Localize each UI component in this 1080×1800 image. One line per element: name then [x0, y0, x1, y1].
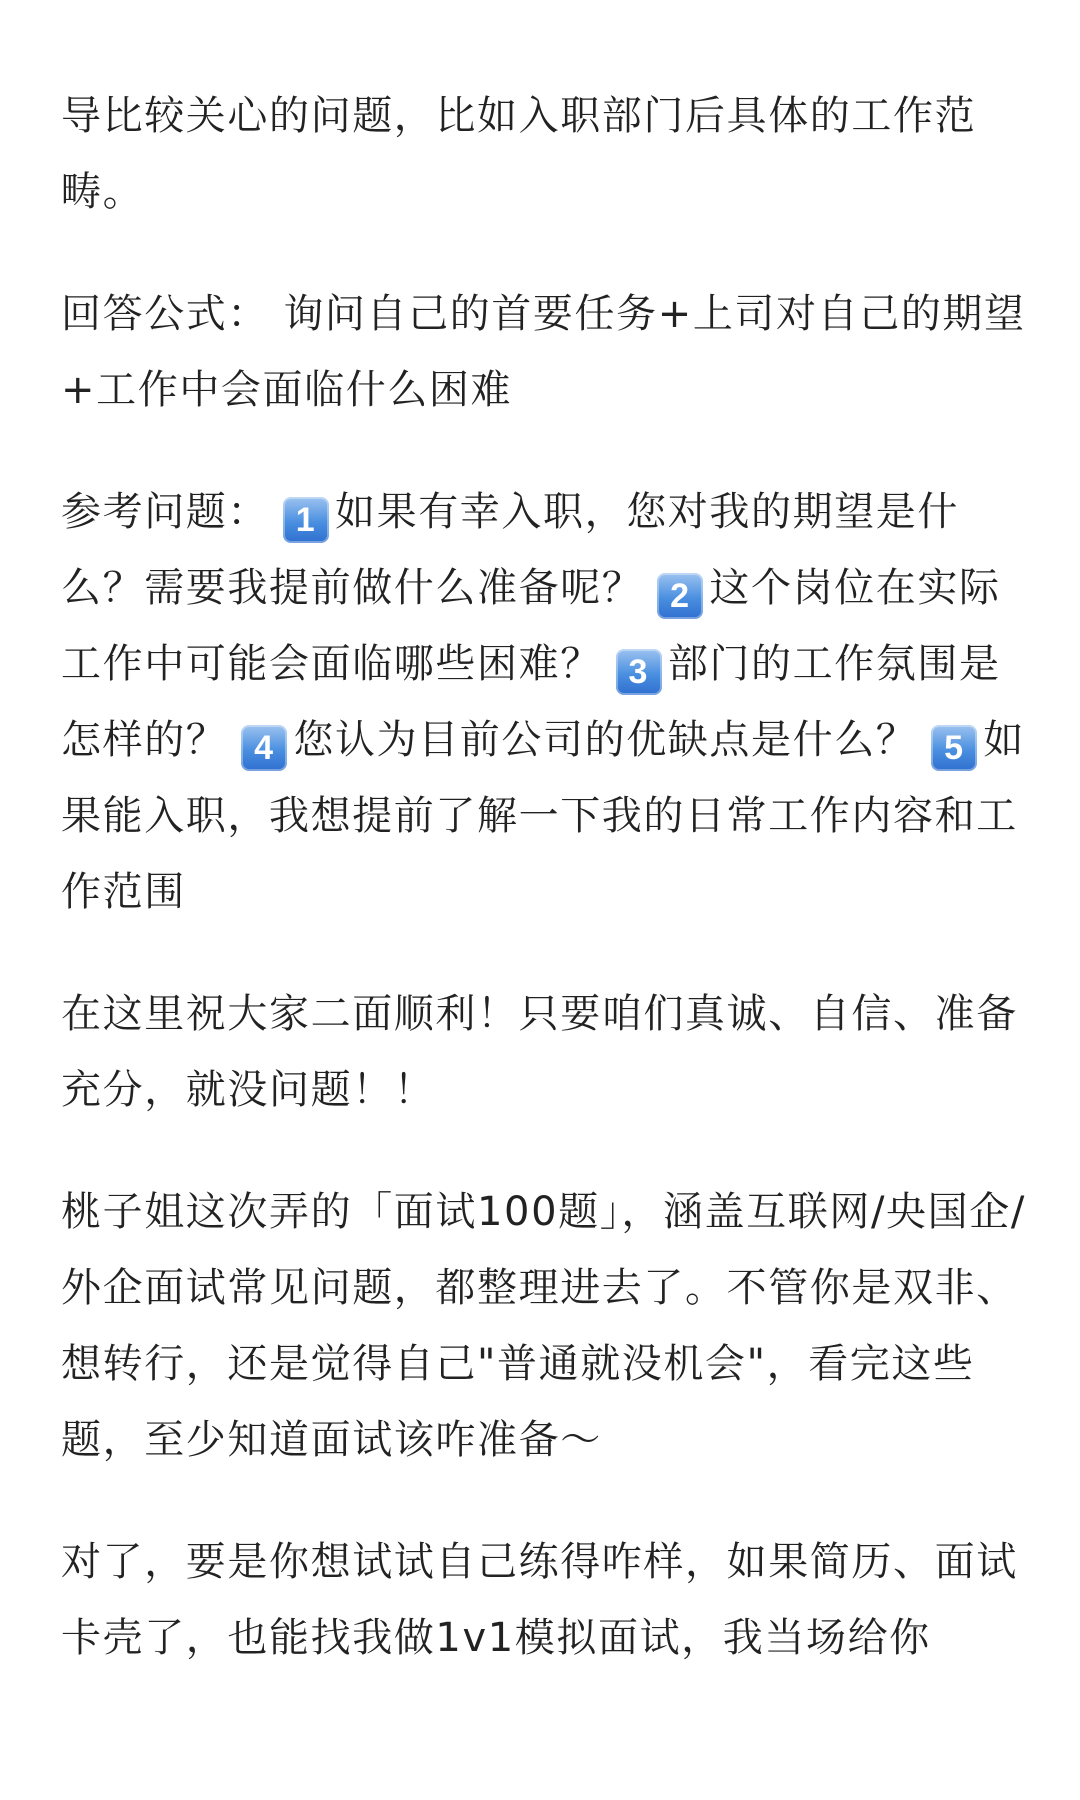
question-item: 部门的工作氛围是怎样的？ [61, 641, 1001, 763]
paragraph-interview-100: 桃子姐这次弄的「面试100题」，涵盖互联网/央国企/外企面试常见问题，都整理进去了。不管你是双非、想转行，还是觉得自己"普通就没机会"，看完这些题，至少知道面试该咋准备～ [61, 1189, 1026, 1463]
paragraph-work-scope: 导比较关心的问题，比如入职部门后具体的工作范畴。 [61, 93, 977, 215]
keycap-number-two-icon: 2 [657, 573, 703, 619]
paragraph-answer-formula: 回答公式： 询问自己的首要任务+上司对自己的期望+工作中会面临什么困难 [61, 291, 1026, 413]
reference-questions-label: 参考问题： [61, 489, 269, 535]
paragraph-good-luck: 在这里祝大家二面顺利！只要咱们真诚、自信、准备充分，就没问题！！ [61, 991, 1018, 1113]
question-item: 如果有幸入职，您对我的期望是什么？需要我提前做什么准备呢？ [61, 489, 959, 611]
keycap-number-four-icon: 4 [241, 725, 287, 771]
keycap-number-three-icon: 3 [616, 649, 662, 695]
keycap-number-one-icon: 1 [283, 497, 329, 543]
question-item: 这个岗位在实际工作中可能会面临哪些困难？ [61, 565, 1001, 687]
keycap-number-five-icon: 5 [931, 725, 977, 771]
paragraph-reference-questions [61, 474, 1031, 930]
article-body [61, 78, 1031, 1722]
question-item: 如果能入职，我想提前了解一下我的日常工作内容和工作范围 [61, 717, 1026, 915]
question-item: 您认为目前公司的优缺点是什么？ [293, 717, 918, 763]
paragraph-mock-interview: 对了，要是你想试试自己练得咋样，如果简历、面试卡壳了，也能找我做1v1模拟面试，我当场给你 [61, 1539, 1018, 1661]
